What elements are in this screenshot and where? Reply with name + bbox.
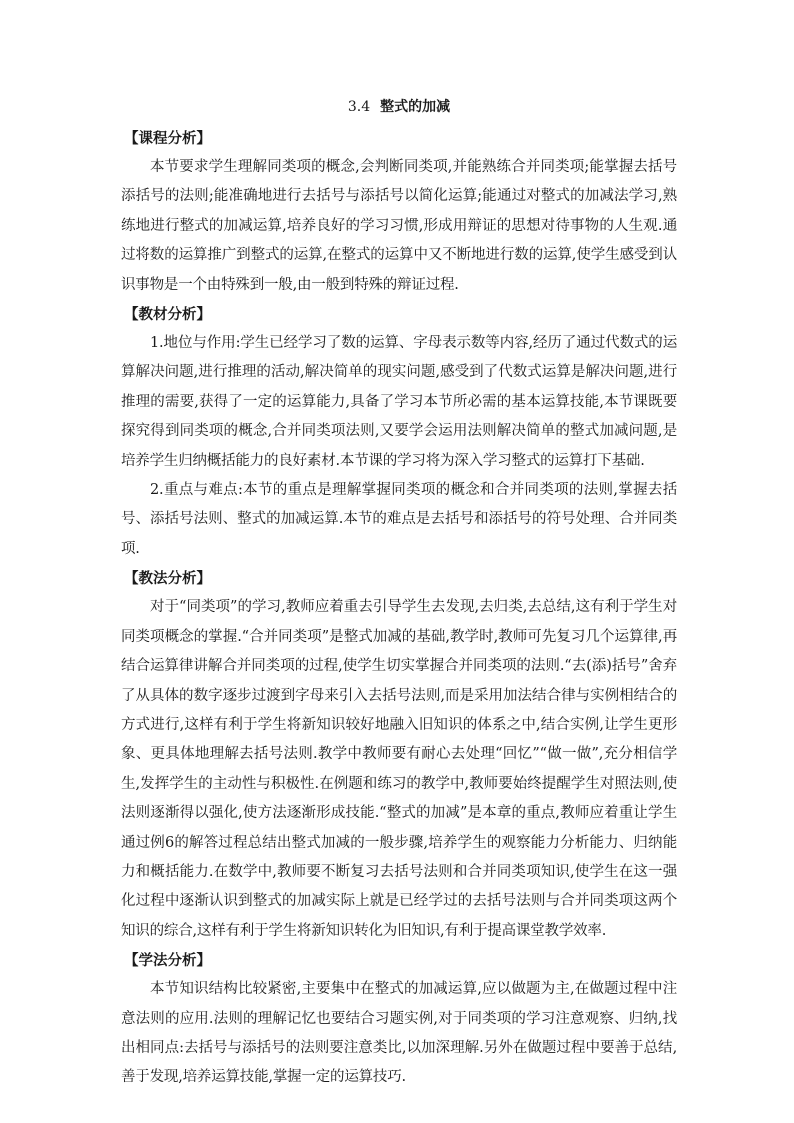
- section-heading: 【教法分析】: [124, 570, 211, 588]
- paragraph: 本节知识结构比较紧密,主要集中在整式的加减运算,应以做题为主,在做题过程中注意法则的应用.法则的理解记忆也要结合习题实例,对于同类项的学习注意观察、归纳,找出相同点:去括号与添括号的法则要注意类比,以加深理解.另外在做题过程中要善于总结,善于发现,培养运算技能,掌握一定的运算技巧.: [121, 981, 677, 1086]
- page-title: [121, 94, 677, 120]
- section-teaching-method-analysis: [121, 564, 677, 946]
- section-heading: 【教材分析】: [124, 306, 211, 324]
- section-learning-method-analysis: [121, 946, 677, 1093]
- section-course-analysis: [121, 124, 677, 300]
- document-page: [121, 94, 677, 1093]
- paragraph: 对于“同类项”的学习,教师应着重去引导学生去发现,去归类,去总结,这有利于学生对同类项概念的掌握.“合并同类项”是整式加减的基础,教学时,教师可先复习几个运算律,再结合运算律讲解合并同类项的过程,使学生切实掌握合并同类项的法则.“去(添)括号”舍弃了从具体的数字逐步过渡到字母来引入去括号法则,而是采用加法结合律与实例相结合的方式进行,这样有利于学生将新知识较好地融入旧知识的体系之中,结合实例,让学生更形象、更具体地理解去括号法则.教学中教师要有耐心去处理“回忆”“做一做”,充分相信学生,发挥学生的主动性与积极性.在例题和练习的教学中,教师要始终提醒学生对照法则,使法则逐渐得以强化,使方法逐渐形成技能.“整式的加减”是本章的重点,教师应着重让学生通过例6的解答过程总结出整式加减的一般步骤,培养学生的观察能力分析能力、归纳能力和概括能力.在数学中,教师要不断复习去括号法则和合并同类项知识,使学生在这一强化过程中逐渐认识到整式的加减实际上就是已经学过的去括号法则与合并同类项这两个知识的综合,这样有利于学生将新知识转化为旧知识,有利于提高课堂教学效率.: [121, 599, 677, 939]
- paragraph: 本节要求学生理解同类项的概念,会判断同类项,并能熟练合并同类项;能掌握去括号添括号的法则;能准确地进行去括号与添括号以简化运算;能通过对整式的加减法学习,熟练地进行整式的加减运算,培养良好的学习习惯,形成用辩证的思想对待事物的人生观.通过将数的运算推广到整式的运算,在整式的运算中又不断地进行数的运算,使学生感受到认识事物是一个由特殊到一般,由一般到特殊的辩证过程.: [121, 159, 677, 293]
- section-number: 3.4: [347, 99, 371, 115]
- section-textbook-analysis: [121, 300, 677, 564]
- section-heading: 【课程分析】: [124, 130, 211, 147]
- title-text: 整式的加减: [380, 99, 451, 115]
- paragraph: 1.地位与作用:学生已经学习了数的运算、字母表示数等内容,经历了通过代数式的运算解决问题,进行推理的活动,解决简单的现实问题,感受到了代数式运算是解决问题,进行推理的需要,获得了一定的运算能力,具备了学习本节所必需的基本运算技能,本节课既要探究得到同类项的概念,合并同类项法则,又要学会运用法则解决简单的整式加减问题,是培养学生归纳概括能力的良好素材.本节课的学习将为深入学习整式的运算打下基础.: [121, 335, 677, 469]
- section-heading: 【学法分析】: [124, 952, 211, 970]
- paragraph: 2.重点与难点:本节的重点是理解掌握同类项的概念和合并同类项的法则,掌握去括号、添括号法则、整式的加减运算.本节的难点是去括号和添括号的符号处理、合并同类项.: [121, 482, 677, 557]
